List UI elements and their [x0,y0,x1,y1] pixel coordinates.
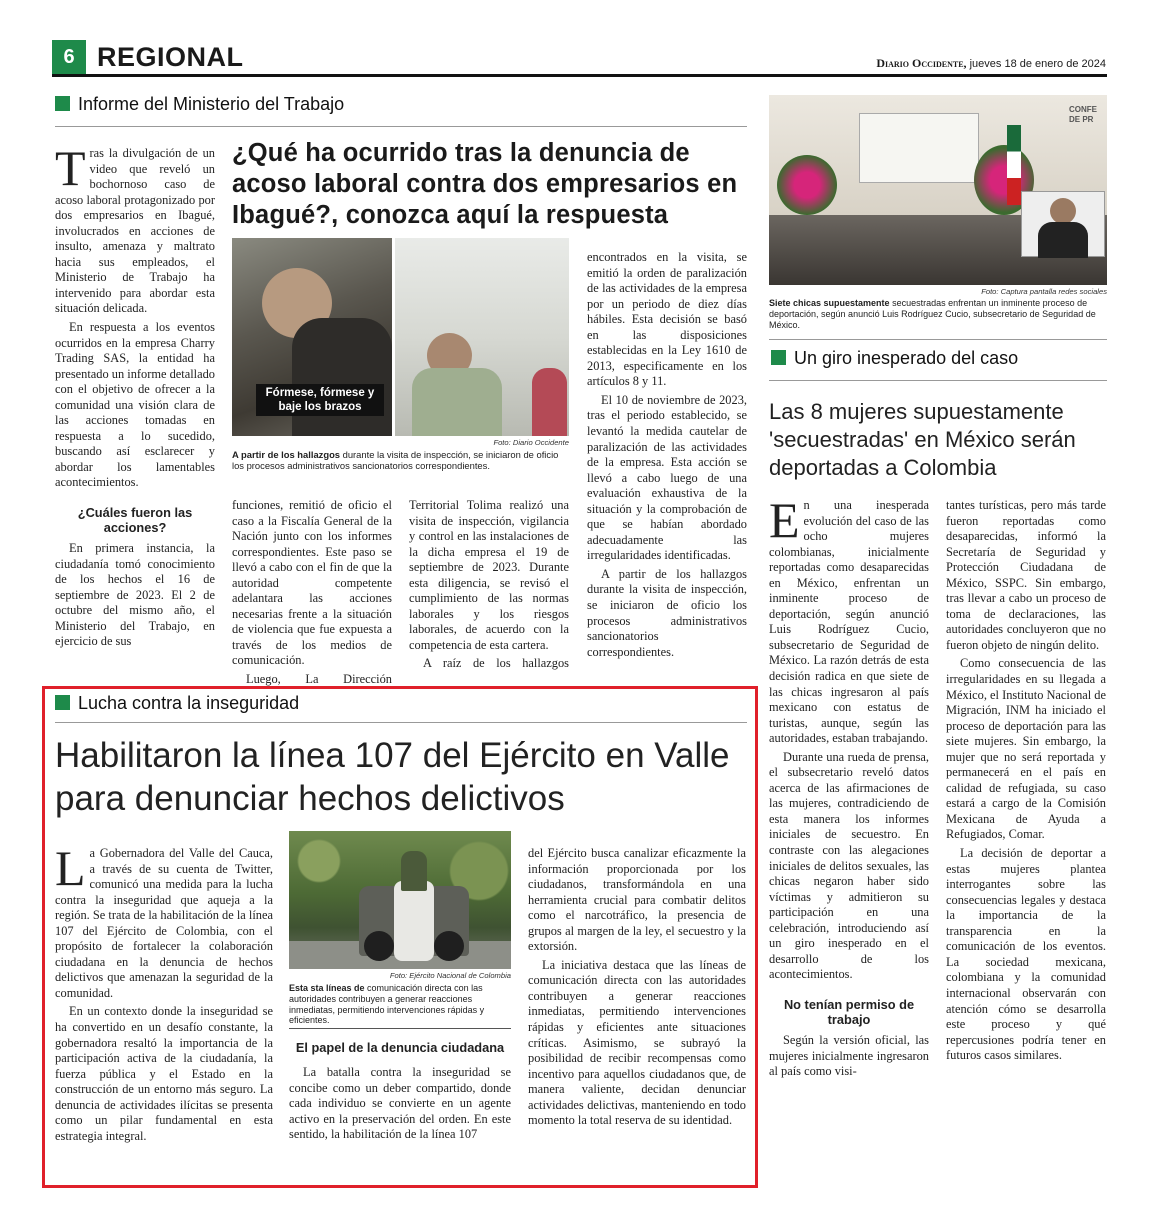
article2-col1 [55,846,273,1166]
article3-paragraph: Según la versión oficial, las mujeres inicialmente ingresaron al país como visi- [769,1032,929,1079]
article2-section-label: Lucha contra la inseguridad [55,693,299,714]
article1-section-label: Informe del Ministerio del Trabajo [55,94,344,115]
article1-caption: A partir de los hallazgos durante la visita de inspección, se iniciaron de oficio los procesos administrativos sancionatorios correspondientes. [232,449,559,472]
article1-col1 [55,146,215,688]
article3-photo-credit: Foto: Captura pantalla redes sociales [981,287,1107,296]
article2-paragraph: La batalla contra la inseguridad se concibe como un deber compartido, donde cada individuo se convierte en un agente activo en la preservación del orden. En este sentido, la habilitación de la línea 107 [289,1065,511,1142]
section-square-icon [55,695,70,710]
article2-divider [55,722,747,723]
article1-col2 [232,498,392,688]
article2-subhead: El papel de la denuncia ciudadana [295,1040,505,1055]
article3-paragraph: La decisión de deportar a estas mujeres plantea interrogantes sobre las consecuencias legales y destaca la importancia de la transparencia en la comunicación de los eventos. La sociedad mexicana, colombiana y la comunidad internacional observarán con atención cómo se desarrolla este proceso y qué repercusiones podría tener en futuros casos similares. [946,846,1106,1063]
article1-paragraph: A partir de los hallazgos durante la visita de inspección, se iniciaron de oficio los procesos administrativos sancionatorios correspondientes. [587,566,747,659]
article3-subhead: No tenían permiso de trabajo [783,996,915,1027]
article1-subhead: ¿Cuáles fueron las acciones? [77,505,193,536]
photo-shirt-left [292,318,392,436]
photo-overlay-text: Fórmese, fórmese y baje los brazos [256,384,384,416]
page-number-box [52,40,86,74]
section-title: REGIONAL [97,42,244,72]
photo-motorbike [394,881,434,961]
article3-dropcap: E [769,498,800,548]
article3-paragraph: Como consecuencia de las irregularidades en su llegada a México, el Instituto Nacional de Migración, INM ha iniciado el proceso de deportación para las siete mujeres. Sin embargo, la mujer que no será reportada y permanecerá en el país en calidad de refugiada, su caso estará a cargo de la Comisión Mexicana de Ayuda a Refugiados, Comar. [946,656,1106,842]
article2-paragraph: La iniciativa destaca que las líneas de comunicación directa con las autoridades contribuyen a generar reacciones inmediatas, permitiendo intervenciones rápidas y eficientes ante situaciones críticas. Asimismo, se subrayó la posibilidad de recibir recompensas como incentivo para aquellos ciudadanos que, de manera valiente, decidan denunciar actividades delictivas, manteniendo en todo momento la total reserva de su identidad. [528,957,746,1128]
issue-date: jueves 18 de enero de 2024 [969,58,1106,70]
article1-paragraph: A raíz de los hallazgos [423,656,569,671]
article3-top-rule [769,339,1107,340]
article1-paragraph: Luego, La Dirección [246,672,392,687]
article2-paragraph: En un contexto donde la inseguridad se ha convertido en un desafío constante, la gobernadora resaltó la importancia de la participación activa de la ciudadanía, la fuerza pública y el Estado en la construcción de un entorno más seguro. La denuncia de actividades ilícitas se presenta como un pilar fundamental en esta estrategia integral. [55,1004,273,1143]
paper-name: Diario Occidente, [876,56,967,70]
article2-col3 [528,846,746,1166]
article1-paragraph: funciones, remitió de oficio el caso a la Fiscalía General de la Nación junto con los informes correspondientes. Este paso se llevó a cabo con el fin de que la autoridad competente adelantara las acciones necesarias frente a la situación de violencia que fue expuesta a través de los medios de comunicación. [232,498,392,668]
article3-paragraph: n una inesperada evolución del caso de las ocho mujeres colombianas, inicialmente reportadas como desaparecidas en México, enfrentan un inminente proceso de deportación, según anunció Luis Rodríguez Cucio, subsecretario de Seguridad de México. La razón detrás de esta decisión radica en que siete de las chicas ingresaron al país mexicano con estatus de turistas, aunque, según las autoridades, estaban trabajando. [769,498,929,746]
article1-paragraph: El 10 de noviembre de 2023, tras el periodo establecido, se levantó la medida cautelar de paralización de las actividades de la empresa. Esta acción se llevó a cabo luego de una evaluación exhaustiva de la situación y la comprobación de que se habían abordado adecuadamente las irregularidades identificadas. [587,392,747,563]
photo-flag [1007,125,1021,205]
article1-dropcap: T [55,146,86,196]
photo-soldier [401,851,427,891]
article3-section-label: Un giro inesperado del caso [771,348,1018,369]
article1-col4 [587,250,747,688]
photo-shirt-right [412,368,502,436]
article3-headline: Las 8 mujeres supuestamente 'secuestradas' en México serán deportadas a Colombia [769,399,1076,480]
article2-photo-credit: Foto: Ejército Nacional de Colombia [389,971,511,980]
article3-paragraph: tantes turísticas, pero más tarde fueron reportadas como desaparecidas, informó la Secretaría de Seguridad y Protección Ciudadana de México, SSPC. Sin embargo, tras llevar a cabo un proceso de toma de declaraciones, las autoridades concluyeron que no fueron objeto de ningún delito. [946,498,1106,652]
article2-paragraph: a Gobernadora del Valle del Cauca, a través de su cuenta de Twitter, comunicó una medida para la lucha contra la inseguridad que aqueja a la región. Se trata de la habilitación de la línea 107 del Ejército de Colombia, con el propósito de fortalecer la colaboración ciudadana en la denuncia de hechos delictivos que amenazan la seguridad de la comunidad. [55,846,273,1000]
photo-banner: CONFE DE PR [1069,105,1097,124]
masthead-date [876,56,1106,71]
photo-wheel-right [434,931,464,961]
article1-divider [55,126,747,127]
article1-photo [232,238,569,436]
article3-col1 [769,498,929,1166]
photo-screen [859,113,979,183]
article3-caption: Siete chicas supuestamente secuestradas enfrentan un inminente proceso de deportación, según anunció Luis Rodríguez Cucio, subsecretario de Seguridad de México. [769,298,1096,330]
article3-paragraph: Durante una rueda de prensa, el subsecretario reveló datos acerca de las afirmaciones de las mujeres, contradiciendo de esta manera los informes iniciales de secuestro. En contraste con las alegaciones iniciales de delitos sexuales, las chicas negaron haber sido víctimas y admitieron su participación en una celebración, introduciendo así un giro inesperado en el desarrollo de los acontecimientos. [769,749,929,982]
photo-interpreter [1021,191,1105,257]
section-square-icon [55,96,70,111]
photo-wheel-left [364,931,394,961]
article2-col2 [289,1040,511,1170]
article2-photo [289,831,511,969]
photo-person-woman [532,368,567,436]
article1-headline: ¿Qué ha ocurrido tras la denuncia de acoso laboral contra dos empresarios en Ibagué?, conozca aquí la respuesta [232,139,738,229]
article2-caption-rule [289,1028,511,1029]
section-square-icon [771,350,786,365]
article2-paragraph: del Ejército busca canalizar eficazmente la información proporcionada por los ciudadanos, transformándola en una herramienta crucial para combatir delitos como el narcotráfico, la presencia de grupos al margen de la ley, el secuestro y la extorsión. [528,846,746,954]
article1-paragraph: ras la divulgación de un video que reveló un bochornoso caso de acoso laboral protagonizado por dos empresarios en Ibagué, involucrados en acciones de insulto, amenaza y maltrato hacia sus empleados, el Ministerio de Trabajo ha intervenido para abordar esta situación delicada. [55,146,215,316]
article3-divider [769,380,1107,381]
header-rule [52,74,1107,77]
article1-paragraph: encontrados en la visita, se emitió la orden de paralización de las actividades de la empresa por un periodo de diez días hábiles. Esta decisión se basó en las disposiciones establecidas en la Ley 1610 de 2013, especificamente en los artículos 8 y 11. [587,250,747,389]
article3-col2 [946,498,1106,1166]
article1-col3 [409,498,569,688]
article2-caption: Esta sta líneas de comunicación directa con las autoridades contribuyen a generar reacciones inmediatas, permitiendo intervenciones rápidas y eficientes. [289,983,485,1026]
article3-photo [769,95,1107,285]
page-number: 6 [63,46,75,68]
article2-dropcap: L [55,846,86,896]
article2-headline: Habilitaron la línea 107 del Ejército en Valle para denunciar hechos delictivos [55,736,730,818]
article1-photo-credit: Foto: Diario Occidente [493,438,569,447]
article1-paragraph: Territorial Tolima realizó una visita de inspección, vigilancia y control en las instalaciones de la dicha empresa el 19 de septiembre de 2023. Durante esta diligencia, se revisó el cumplimiento de las normas laborales y los riesgos laborales, de acuerdo con la competencia de esta cartera. [409,498,569,652]
article1-paragraph: En primera instancia, la ciudadanía tomó conocimiento de los hechos el 16 de septiembre de 2023. El 2 de octubre del mismo año, el Ministerio del Trabajo, en ejercicio de sus [55,541,215,649]
photo-flowers-left [777,155,837,215]
article1-paragraph: En respuesta a los eventos ocurridos en la empresa Charry Trading SAS, la entidad ha presentado un informe detallado con el objetivo de ofrecer a la comunidad una visión clara de las acciones tomadas en respuesta a lo sucedido, buscando así esclarecer y abordar los lamentables acontecimientos. [55,320,215,490]
